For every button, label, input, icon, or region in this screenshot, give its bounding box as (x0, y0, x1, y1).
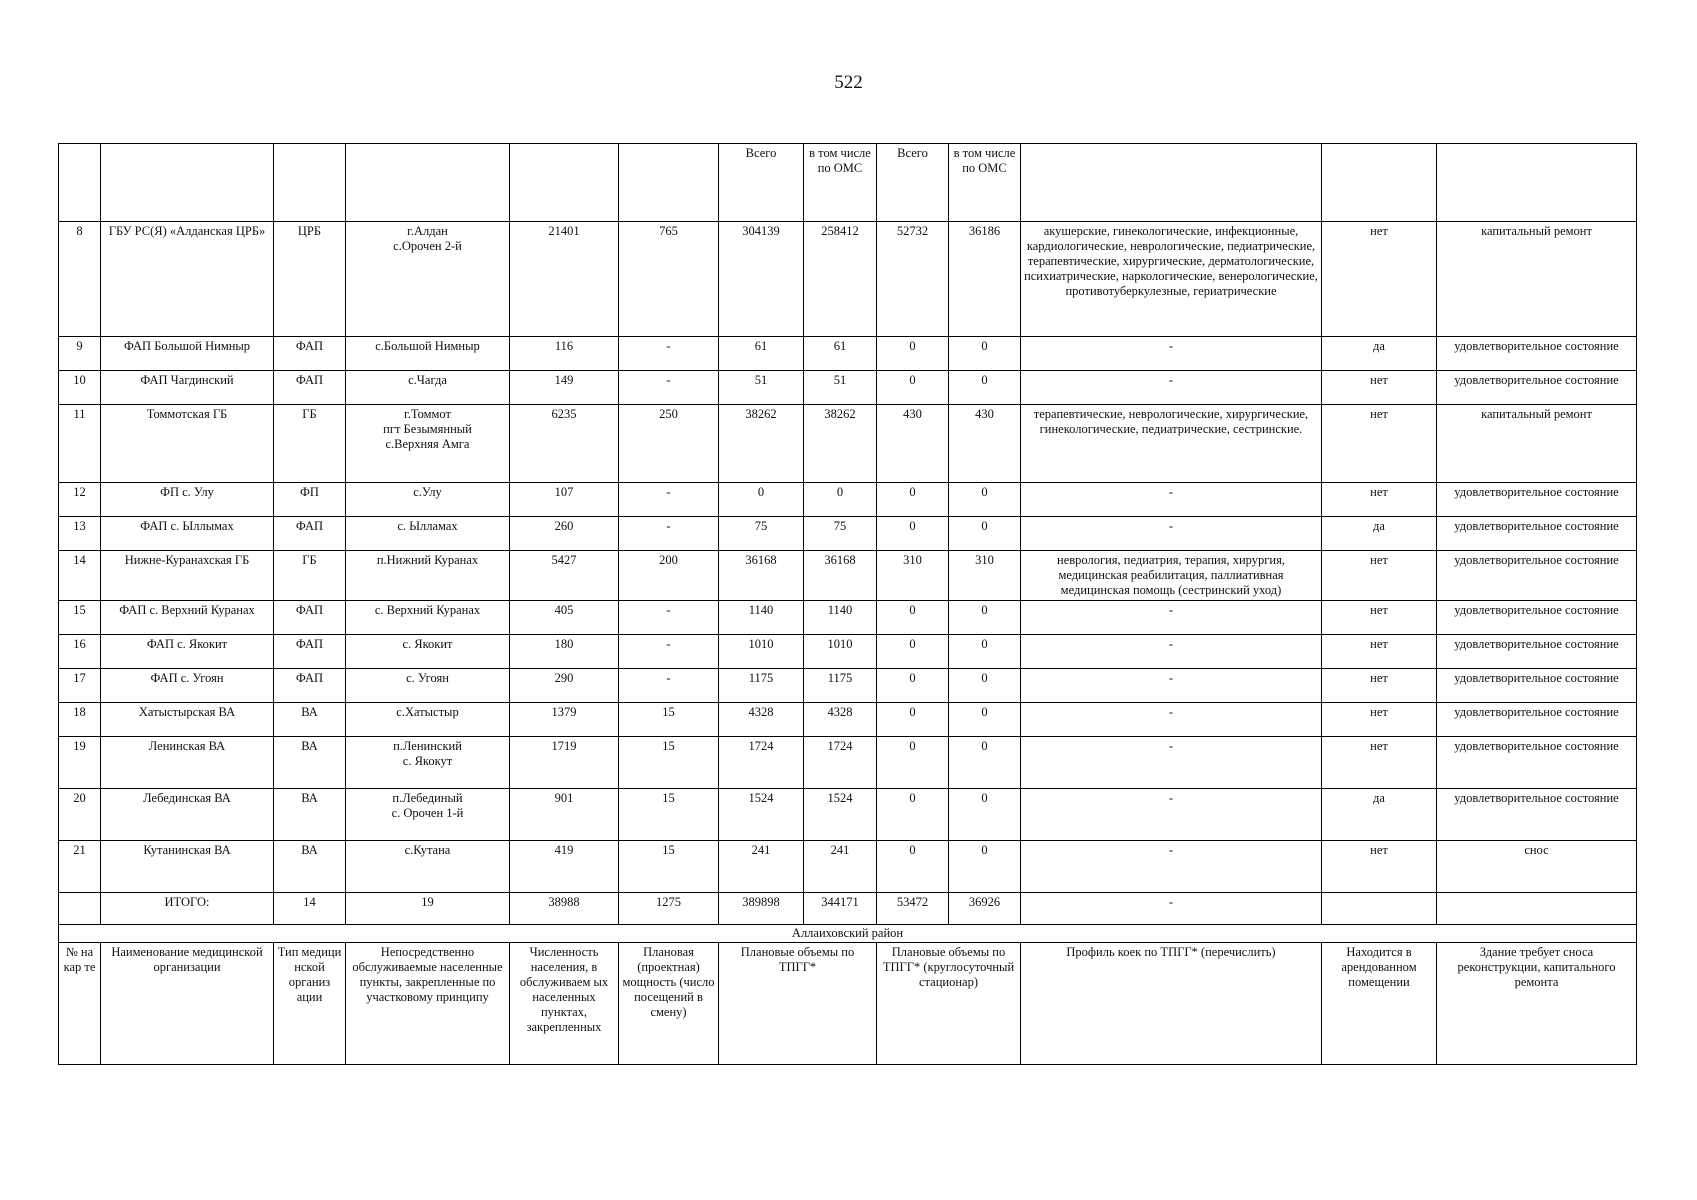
capacity: 250 (619, 405, 719, 483)
header-name: Наименование медицинской организации (101, 943, 274, 1065)
org-name: Ленинская ВА (101, 737, 274, 789)
plan-beds-total: 0 (877, 517, 949, 551)
plan-beds-total: 430 (877, 405, 949, 483)
rented: нет (1322, 841, 1437, 893)
building-status: удовлетворительное состояние (1437, 737, 1637, 789)
population: 901 (510, 789, 619, 841)
row-number: 21 (59, 841, 101, 893)
capacity: - (619, 337, 719, 371)
population: 21401 (510, 222, 619, 337)
rented: нет (1322, 483, 1437, 517)
total-v1: 389898 (719, 893, 804, 925)
building-status: удовлетворительное состояние (1437, 703, 1637, 737)
header-status: Здание требует сноса реконструкции, капитального ремонта (1437, 943, 1637, 1065)
header-rented: Находится в арендованном помещении (1322, 943, 1437, 1065)
org-type: ГБ (274, 551, 346, 601)
rented: нет (1322, 601, 1437, 635)
building-status: удовлетворительное состояние (1437, 669, 1637, 703)
org-type: ЦРБ (274, 222, 346, 337)
region-row (59, 925, 1637, 943)
plan-visits-total: 1010 (719, 635, 804, 669)
org-type: ГБ (274, 405, 346, 483)
empty-cell (1437, 893, 1637, 925)
row-number: 11 (59, 405, 101, 483)
org-type: ВА (274, 841, 346, 893)
table-row (59, 337, 1637, 371)
capacity: 15 (619, 841, 719, 893)
population: 260 (510, 517, 619, 551)
header-population: Численность населения, в обслуживаем ых населенных пунктах, закрепленных (510, 943, 619, 1065)
plan-visits-total: 1724 (719, 737, 804, 789)
table-row (59, 517, 1637, 551)
org-name: ФАП с. Угоян (101, 669, 274, 703)
rented: да (1322, 337, 1437, 371)
plan-visits-oms: 1175 (804, 669, 877, 703)
population: 116 (510, 337, 619, 371)
subheader-plan1-total: Всего (719, 144, 804, 222)
plan-visits-total: 1175 (719, 669, 804, 703)
table-row (59, 841, 1637, 893)
bed-profile: терапевтические, неврологические, хирургические, гинекологические, педиатрические, сестринские. (1021, 405, 1322, 483)
plan-visits-oms: 1140 (804, 601, 877, 635)
org-name: Лебединская ВА (101, 789, 274, 841)
total-v4: 36926 (949, 893, 1021, 925)
total-points: 19 (346, 893, 510, 925)
total-pop: 38988 (510, 893, 619, 925)
table-row (59, 222, 1637, 337)
plan-visits-total: 304139 (719, 222, 804, 337)
header-capacity: Плановая (проектная) мощность (число посещений в смену) (619, 943, 719, 1065)
table-row (59, 737, 1637, 789)
header-plan-beds: Плановые объемы по ТПГГ* (круглосуточный стационар) (877, 943, 1021, 1065)
capacity: 15 (619, 703, 719, 737)
total-row (59, 893, 1637, 925)
header-plan-visits: Плановые объемы по ТПГГ* (719, 943, 877, 1065)
header-num: № на кар те (59, 943, 101, 1065)
table-row (59, 669, 1637, 703)
population: 1379 (510, 703, 619, 737)
plan-beds-oms: 0 (949, 517, 1021, 551)
building-status: удовлетворительное состояние (1437, 551, 1637, 601)
plan-beds-total: 0 (877, 789, 949, 841)
building-status: удовлетворительное состояние (1437, 601, 1637, 635)
bed-profile: - (1021, 337, 1322, 371)
plan-beds-oms: 310 (949, 551, 1021, 601)
plan-beds-oms: 430 (949, 405, 1021, 483)
plan-visits-oms: 1524 (804, 789, 877, 841)
org-type: ВА (274, 737, 346, 789)
plan-beds-oms: 0 (949, 737, 1021, 789)
table-row (59, 789, 1637, 841)
total-profile: - (1021, 893, 1322, 925)
population: 419 (510, 841, 619, 893)
empty-cell (59, 893, 101, 925)
plan-beds-total: 0 (877, 669, 949, 703)
row-number: 10 (59, 371, 101, 405)
bed-profile: - (1021, 483, 1322, 517)
plan-beds-total: 0 (877, 371, 949, 405)
served-points: с. Угоян (346, 669, 510, 703)
population: 149 (510, 371, 619, 405)
capacity: 765 (619, 222, 719, 337)
column-header-row (59, 943, 1637, 1065)
empty-cell (1322, 893, 1437, 925)
org-type: ФАП (274, 371, 346, 405)
served-points: с.Хатыстыр (346, 703, 510, 737)
capacity: - (619, 483, 719, 517)
population: 290 (510, 669, 619, 703)
served-points: г.Алдан с.Орочен 2-й (346, 222, 510, 337)
served-points: с.Большой Нимныр (346, 337, 510, 371)
plan-beds-total: 52732 (877, 222, 949, 337)
plan-beds-total: 0 (877, 703, 949, 737)
capacity: 15 (619, 737, 719, 789)
org-name: ФАП Чагдинский (101, 371, 274, 405)
total-v2: 344171 (804, 893, 877, 925)
plan-visits-total: 0 (719, 483, 804, 517)
empty-cell (510, 144, 619, 222)
served-points: п.Ленинский с. Якокут (346, 737, 510, 789)
header-profile: Профиль коек по ТПГГ* (перечислить) (1021, 943, 1322, 1065)
org-type: ФАП (274, 601, 346, 635)
plan-beds-total: 0 (877, 841, 949, 893)
row-number: 17 (59, 669, 101, 703)
empty-cell (1437, 144, 1637, 222)
served-points: с. Ылламах (346, 517, 510, 551)
plan-visits-total: 241 (719, 841, 804, 893)
org-name: ФАП с. Ыллымах (101, 517, 274, 551)
plan-visits-oms: 1010 (804, 635, 877, 669)
bed-profile: - (1021, 601, 1322, 635)
subheader-plan2-total: Всего (877, 144, 949, 222)
bed-profile: - (1021, 703, 1322, 737)
population: 5427 (510, 551, 619, 601)
served-points: г.Томмот пгт Безымянный с.Верхняя Амга (346, 405, 510, 483)
empty-cell (274, 144, 346, 222)
building-status: удовлетворительное состояние (1437, 483, 1637, 517)
total-type: 14 (274, 893, 346, 925)
rented: нет (1322, 703, 1437, 737)
org-name: Томмотская ГБ (101, 405, 274, 483)
bed-profile: акушерские, гинекологические, инфекционные, кардиологические, неврологические, педиатрические, терапевтические, хирургические, дерматологические, психиатрические, наркологические, венерологические, противотуберкулезные, гериатрические (1021, 222, 1322, 337)
bed-profile: - (1021, 841, 1322, 893)
subheader-plan2-oms: в том числе по ОМС (949, 144, 1021, 222)
building-status: удовлетворительное состояние (1437, 337, 1637, 371)
building-status: удовлетворительное состояние (1437, 789, 1637, 841)
org-type: ФАП (274, 337, 346, 371)
row-number: 18 (59, 703, 101, 737)
rented: нет (1322, 635, 1437, 669)
table-body (59, 144, 1637, 1065)
total-label: ИТОГО: (101, 893, 274, 925)
building-status: удовлетворительное состояние (1437, 371, 1637, 405)
org-name: Кутанинская ВА (101, 841, 274, 893)
rented: да (1322, 789, 1437, 841)
rented: нет (1322, 371, 1437, 405)
facilities-table (58, 143, 1637, 1065)
rented: нет (1322, 551, 1437, 601)
served-points: п.Лебединый с. Орочен 1-й (346, 789, 510, 841)
building-status: удовлетворительное состояние (1437, 635, 1637, 669)
population: 1719 (510, 737, 619, 789)
plan-visits-total: 1140 (719, 601, 804, 635)
empty-cell (101, 144, 274, 222)
bed-profile: - (1021, 635, 1322, 669)
served-points: с.Чагда (346, 371, 510, 405)
population: 6235 (510, 405, 619, 483)
capacity: - (619, 635, 719, 669)
plan-visits-oms: 38262 (804, 405, 877, 483)
bed-profile: - (1021, 669, 1322, 703)
table-row (59, 405, 1637, 483)
rented: нет (1322, 405, 1437, 483)
plan-visits-oms: 4328 (804, 703, 877, 737)
plan-visits-total: 51 (719, 371, 804, 405)
plan-visits-total: 38262 (719, 405, 804, 483)
header-type: Тип медици нской организ ации (274, 943, 346, 1065)
org-name: ФАП с. Якокит (101, 635, 274, 669)
org-type: ФАП (274, 517, 346, 551)
table-row (59, 635, 1637, 669)
table-row (59, 601, 1637, 635)
org-type: ФП (274, 483, 346, 517)
row-number: 14 (59, 551, 101, 601)
table-row (59, 483, 1637, 517)
row-number: 15 (59, 601, 101, 635)
row-number: 13 (59, 517, 101, 551)
served-points: с. Якокит (346, 635, 510, 669)
table-row (59, 551, 1637, 601)
row-number: 9 (59, 337, 101, 371)
plan-beds-oms: 0 (949, 841, 1021, 893)
capacity: - (619, 371, 719, 405)
row-number: 12 (59, 483, 101, 517)
plan-beds-total: 0 (877, 737, 949, 789)
plan-beds-oms: 0 (949, 669, 1021, 703)
served-points: с.Кутана (346, 841, 510, 893)
org-type: ФАП (274, 669, 346, 703)
plan-visits-oms: 61 (804, 337, 877, 371)
population: 405 (510, 601, 619, 635)
plan-visits-total: 1524 (719, 789, 804, 841)
plan-beds-oms: 0 (949, 789, 1021, 841)
plan-beds-total: 0 (877, 483, 949, 517)
row-number: 16 (59, 635, 101, 669)
empty-cell (619, 144, 719, 222)
plan-beds-total: 0 (877, 635, 949, 669)
plan-beds-total: 0 (877, 601, 949, 635)
row-number: 19 (59, 737, 101, 789)
rented: нет (1322, 737, 1437, 789)
plan-beds-oms: 0 (949, 703, 1021, 737)
building-status: капитальный ремонт (1437, 222, 1637, 337)
plan-visits-oms: 241 (804, 841, 877, 893)
served-points: п.Нижний Куранах (346, 551, 510, 601)
rented: нет (1322, 222, 1437, 337)
plan-beds-oms: 0 (949, 483, 1021, 517)
page-number: 522 (834, 72, 863, 93)
region-name: Аллаиховский район (59, 925, 1637, 943)
total-cap: 1275 (619, 893, 719, 925)
rented: да (1322, 517, 1437, 551)
plan-visits-total: 61 (719, 337, 804, 371)
plan-visits-total: 75 (719, 517, 804, 551)
plan-beds-oms: 0 (949, 337, 1021, 371)
empty-cell (346, 144, 510, 222)
served-points: с. Верхний Куранах (346, 601, 510, 635)
empty-cell (1021, 144, 1322, 222)
plan-visits-total: 36168 (719, 551, 804, 601)
org-name: ФАП с. Верхний Куранах (101, 601, 274, 635)
empty-cell (59, 144, 101, 222)
plan-beds-oms: 0 (949, 635, 1021, 669)
row-number: 8 (59, 222, 101, 337)
bed-profile: - (1021, 371, 1322, 405)
bed-profile: неврология, педиатрия, терапия, хирургия, медицинская реабилитация, паллиативная медицинская помощь (сестринский уход) (1021, 551, 1322, 601)
subheader-row (59, 144, 1637, 222)
table-row (59, 703, 1637, 737)
bed-profile: - (1021, 517, 1322, 551)
plan-visits-oms: 0 (804, 483, 877, 517)
building-status: удовлетворительное состояние (1437, 517, 1637, 551)
capacity: - (619, 669, 719, 703)
org-type: ФАП (274, 635, 346, 669)
plan-beds-oms: 0 (949, 601, 1021, 635)
capacity: 15 (619, 789, 719, 841)
bed-profile: - (1021, 789, 1322, 841)
org-name: Нижне-Куранахская ГБ (101, 551, 274, 601)
population: 180 (510, 635, 619, 669)
plan-beds-total: 310 (877, 551, 949, 601)
table-row (59, 371, 1637, 405)
org-type: ВА (274, 703, 346, 737)
empty-cell (1322, 144, 1437, 222)
header-points: Непосредственно обслуживаемые населенные пункты, закрепленные по участковому принципу (346, 943, 510, 1065)
plan-beds-oms: 0 (949, 371, 1021, 405)
plan-visits-oms: 36168 (804, 551, 877, 601)
org-name: ФАП Большой Нимныр (101, 337, 274, 371)
capacity: - (619, 601, 719, 635)
plan-visits-oms: 51 (804, 371, 877, 405)
served-points: с.Улу (346, 483, 510, 517)
building-status: капитальный ремонт (1437, 405, 1637, 483)
population: 107 (510, 483, 619, 517)
row-number: 20 (59, 789, 101, 841)
org-type: ВА (274, 789, 346, 841)
capacity: - (619, 517, 719, 551)
plan-beds-total: 0 (877, 337, 949, 371)
org-name: ГБУ РС(Я) «Алданская ЦРБ» (101, 222, 274, 337)
plan-visits-oms: 1724 (804, 737, 877, 789)
org-name: Хатыстырская ВА (101, 703, 274, 737)
plan-visits-oms: 258412 (804, 222, 877, 337)
subheader-plan1-oms: в том числе по ОМС (804, 144, 877, 222)
plan-visits-oms: 75 (804, 517, 877, 551)
org-name: ФП с. Улу (101, 483, 274, 517)
plan-visits-total: 4328 (719, 703, 804, 737)
plan-beds-oms: 36186 (949, 222, 1021, 337)
bed-profile: - (1021, 737, 1322, 789)
capacity: 200 (619, 551, 719, 601)
rented: нет (1322, 669, 1437, 703)
total-v3: 53472 (877, 893, 949, 925)
building-status: снос (1437, 841, 1637, 893)
